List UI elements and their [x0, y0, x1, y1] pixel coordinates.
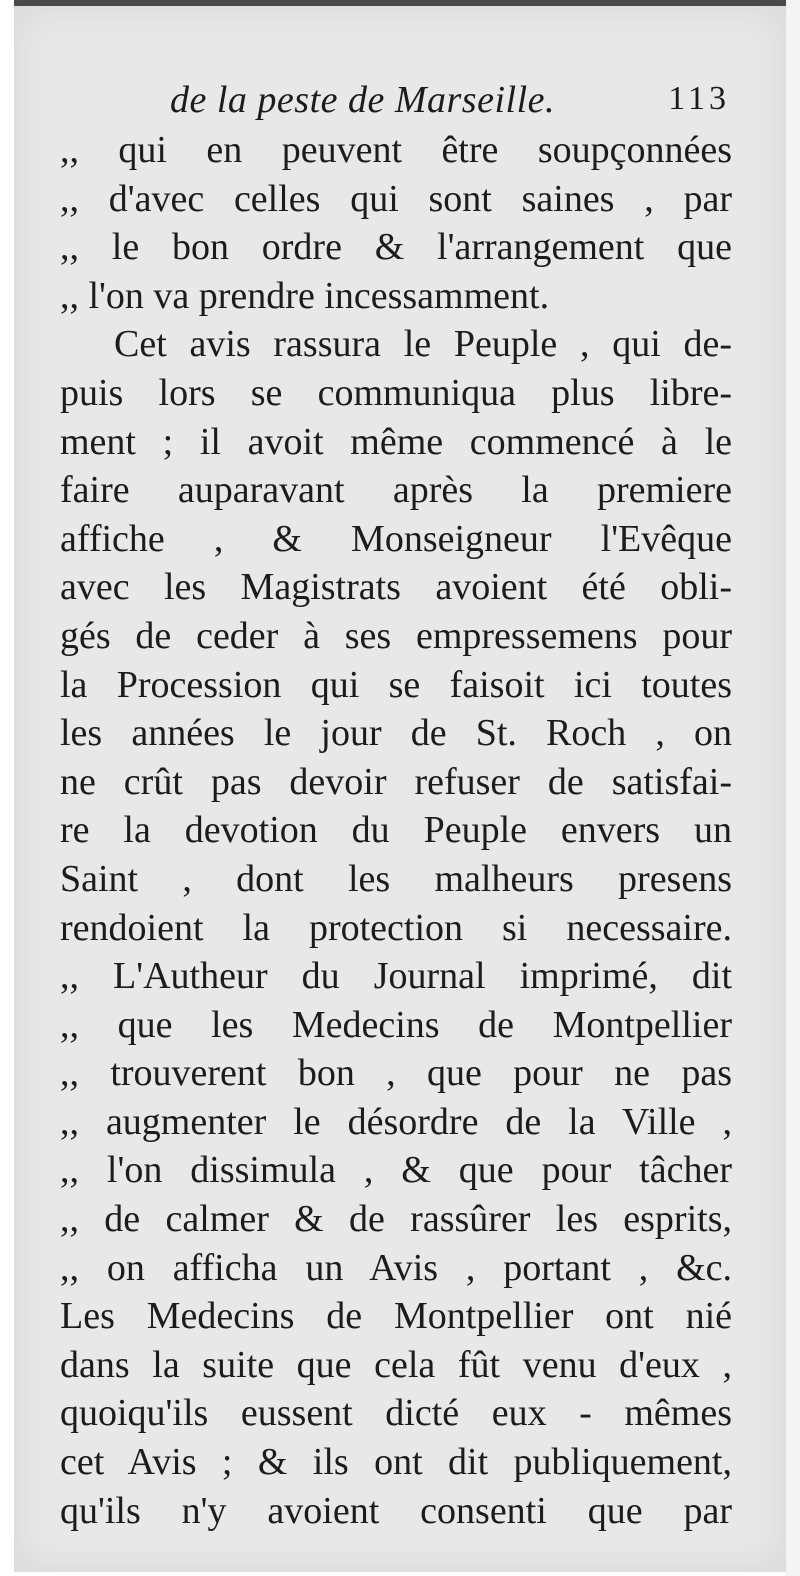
- body-text: [60, 126, 732, 1535]
- text-line: ,, trouverent bon , que pour ne pas: [60, 1052, 732, 1095]
- text-line: rendoient la protection si necessaire.: [60, 906, 732, 949]
- text-line: ,, que les Medecins de Montpellier: [60, 1003, 732, 1046]
- text-line: cet Avis ; & ils ont dit publiquement,: [60, 1441, 732, 1484]
- text-line: ,, L'Autheur du Journal imprimé, dit: [60, 955, 732, 998]
- running-head: de la peste de Marseille.: [170, 79, 556, 121]
- scan-right-margin: [786, 0, 800, 1576]
- text-line: ,, qui en peuvent être soupçonnées: [60, 129, 732, 171]
- text-line: qu'ils n'y avoient consenti que par: [60, 1489, 732, 1532]
- text-line: la Procession qui se faisoit ici toutes: [60, 663, 732, 706]
- text-line: faire auparavant après la premiere: [60, 469, 732, 512]
- text-line: ,, augmenter le désordre de la Ville ,: [60, 1100, 732, 1143]
- text-line: ,, l'on va prendre incessamment.: [60, 274, 550, 317]
- text-line: affiche , & Monseigneur l'Evêque: [60, 517, 732, 560]
- text-line: ,, on afficha un Avis , portant , &c.: [60, 1246, 732, 1289]
- text-line: re la devotion du Peuple envers un: [60, 809, 732, 852]
- text-line: ,, d'avec celles qui sont saines , par: [60, 177, 732, 220]
- text-line: avec les Magistrats avoient été obli-: [60, 566, 732, 609]
- text-line: ,, l'on dissimula , & que pour tâcher: [60, 1149, 732, 1192]
- page-header: [170, 70, 730, 130]
- text-line: ne crût pas devoir refuser de satisfai-: [60, 760, 732, 803]
- text-line: ,, de calmer & de rassûrer les esprits,: [60, 1198, 732, 1241]
- text-line: ,, le bon ordre & l'arrangement que: [60, 226, 732, 269]
- text-line: Cet avis rassura le Peuple , qui de-: [114, 323, 732, 366]
- text-line: quoiqu'ils eussent dicté eux - mêmes: [60, 1392, 732, 1435]
- text-line: Les Medecins de Montpellier ont nié: [60, 1295, 732, 1338]
- text-line: les années le jour de St. Roch , on: [60, 712, 732, 755]
- text-line: Saint , dont les malheurs presens: [60, 857, 732, 900]
- scan-left-margin: [0, 0, 14, 1576]
- page-number: 113: [668, 80, 730, 117]
- text-line: gés de ceder à ses empressemens pour: [60, 614, 732, 657]
- text-line: puis lors se communiqua plus libre-: [60, 371, 732, 414]
- text-line: ment ; il avoit même commencé à le: [60, 420, 732, 463]
- text-line: dans la suite que cela fût venu d'eux ,: [60, 1343, 732, 1386]
